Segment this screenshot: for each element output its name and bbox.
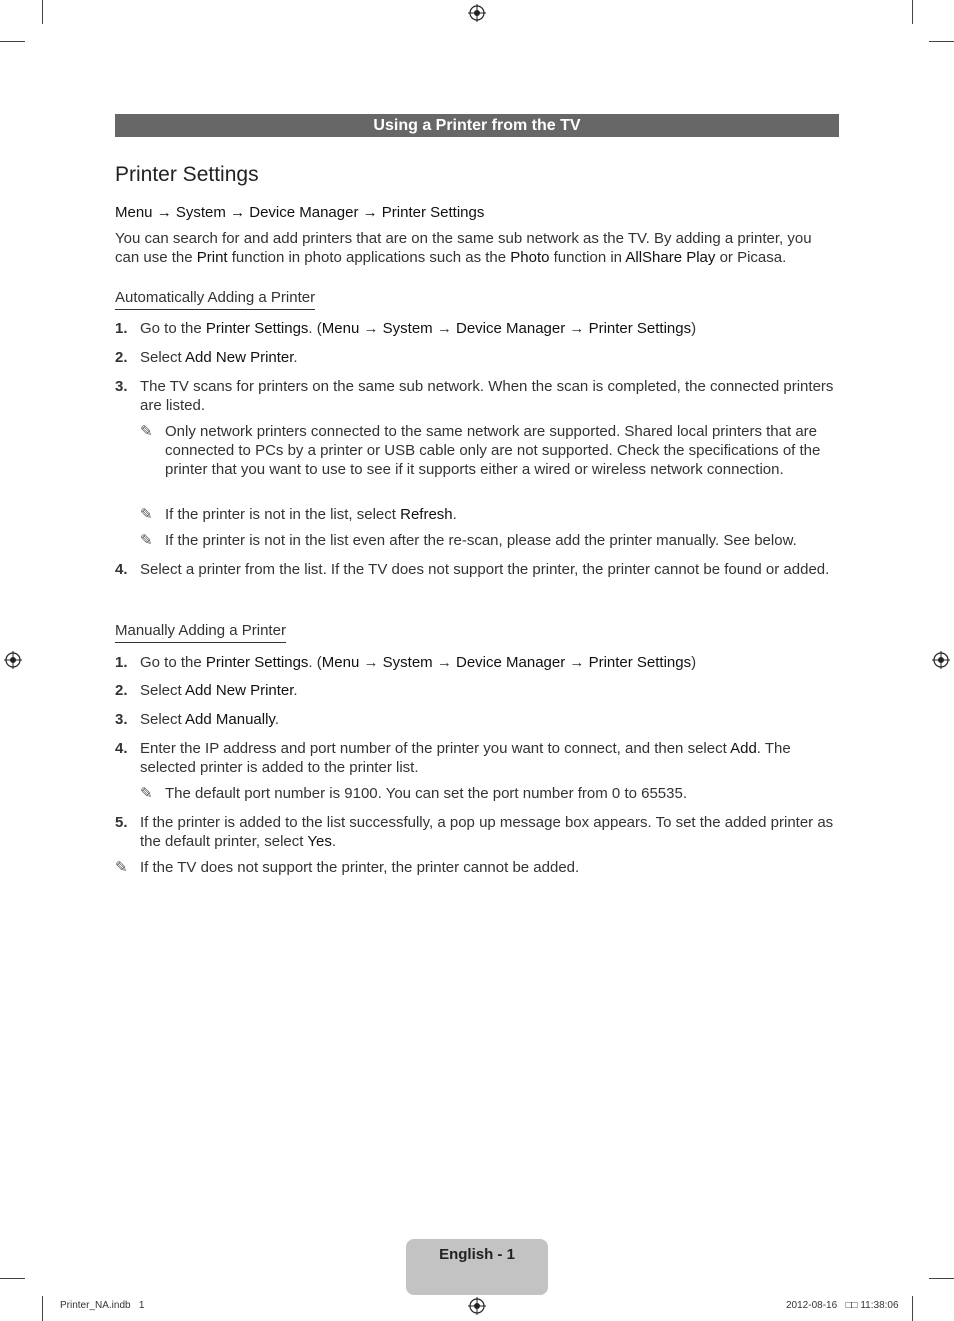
manual-step-1: Go to the Printer Settings. (Menu → System → Device Manager → Printer Settings) bbox=[140, 654, 697, 671]
manual-step-2: Select Add New Printer. bbox=[140, 682, 298, 699]
note-pencil-icon: ✎ bbox=[140, 506, 153, 523]
step-number: 4. bbox=[115, 561, 128, 578]
print-timestamp: 2012-08-16 □□ 11:38:06 bbox=[786, 1300, 899, 1311]
registration-mark-icon bbox=[468, 4, 486, 22]
page-number: English - 1 bbox=[439, 1246, 515, 1263]
crop-mark bbox=[929, 41, 954, 42]
page-title: Printer Settings bbox=[115, 163, 259, 186]
manual-step-4: Enter the IP address and port number of the printer you want to connect, and then select Add. The selected printer is added to the printer list. bbox=[140, 740, 791, 776]
step-number: 4. bbox=[115, 740, 128, 757]
section-heading-manual: Manually Adding a Printer bbox=[115, 621, 286, 643]
menu-path: Menu → System → Device Manager → Printer Settings bbox=[115, 204, 485, 221]
note-pencil-icon: ✎ bbox=[140, 785, 153, 802]
registration-mark-icon bbox=[468, 1297, 486, 1315]
step-number: 5. bbox=[115, 814, 128, 831]
manual-step-5: If the printer is added to the list successfully, a pop up message box appears. To set the added printer as the default printer, select Yes. bbox=[140, 814, 834, 850]
step-number: 3. bbox=[115, 378, 128, 395]
auto-step-1: Go to the Printer Settings. (Menu → System → Device Manager → Printer Settings) bbox=[140, 320, 697, 337]
file-slug: Printer_NA.indb 1 bbox=[60, 1300, 145, 1311]
step-number: 1. bbox=[115, 654, 128, 671]
auto-note-3: If the printer is not in the list even after the re-scan, please add the printer manually. See below. bbox=[165, 532, 797, 549]
step-number: 2. bbox=[115, 682, 128, 699]
registration-mark-icon bbox=[4, 651, 22, 669]
crop-mark bbox=[929, 1278, 954, 1279]
auto-step-2: Select Add New Printer. bbox=[140, 349, 298, 366]
section-banner: Using a Printer from the TV bbox=[115, 114, 839, 137]
step-number: 2. bbox=[115, 349, 128, 366]
step-number: 1. bbox=[115, 320, 128, 337]
crop-mark bbox=[42, 1296, 43, 1321]
crop-mark bbox=[0, 41, 25, 42]
step-number: 3. bbox=[115, 711, 128, 728]
manual-note-2: If the TV does not support the printer, the printer cannot be added. bbox=[140, 859, 580, 876]
intro-paragraph: You can search for and add printers that are on the same sub network as the TV. By adding a printer, you can use the Print function in photo applications such as the Photo function in AllShare Play or Picasa. bbox=[115, 230, 812, 266]
manual-note-1: The default port number is 9100. You can set the port number from 0 to 65535. bbox=[165, 785, 687, 802]
crop-mark bbox=[0, 1278, 25, 1279]
auto-step-4: Select a printer from the list. If the TV does not support the printer, the printer cannot be found or added. bbox=[140, 561, 830, 578]
crop-mark bbox=[912, 0, 913, 24]
note-pencil-icon: ✎ bbox=[115, 859, 128, 876]
note-pencil-icon: ✎ bbox=[140, 423, 153, 440]
auto-step-3: The TV scans for printers on the same sub network. When the scan is completed, the connected printers are listed. bbox=[140, 378, 834, 414]
registration-mark-icon bbox=[932, 651, 950, 669]
auto-note-1: Only network printers connected to the same network are supported. Shared local printers that are connected to PCs by a printer or USB cable only are not supported. Check the specifications of the printer that you want to use to see if it supports either a wired or wireless network connection. bbox=[165, 423, 821, 478]
auto-note-2: If the printer is not in the list, select Refresh. bbox=[165, 506, 457, 523]
crop-mark bbox=[912, 1296, 913, 1321]
manual-step-3: Select Add Manually. bbox=[140, 711, 279, 728]
section-heading-auto: Automatically Adding a Printer bbox=[115, 288, 315, 310]
note-pencil-icon: ✎ bbox=[140, 532, 153, 549]
crop-mark bbox=[42, 0, 43, 24]
